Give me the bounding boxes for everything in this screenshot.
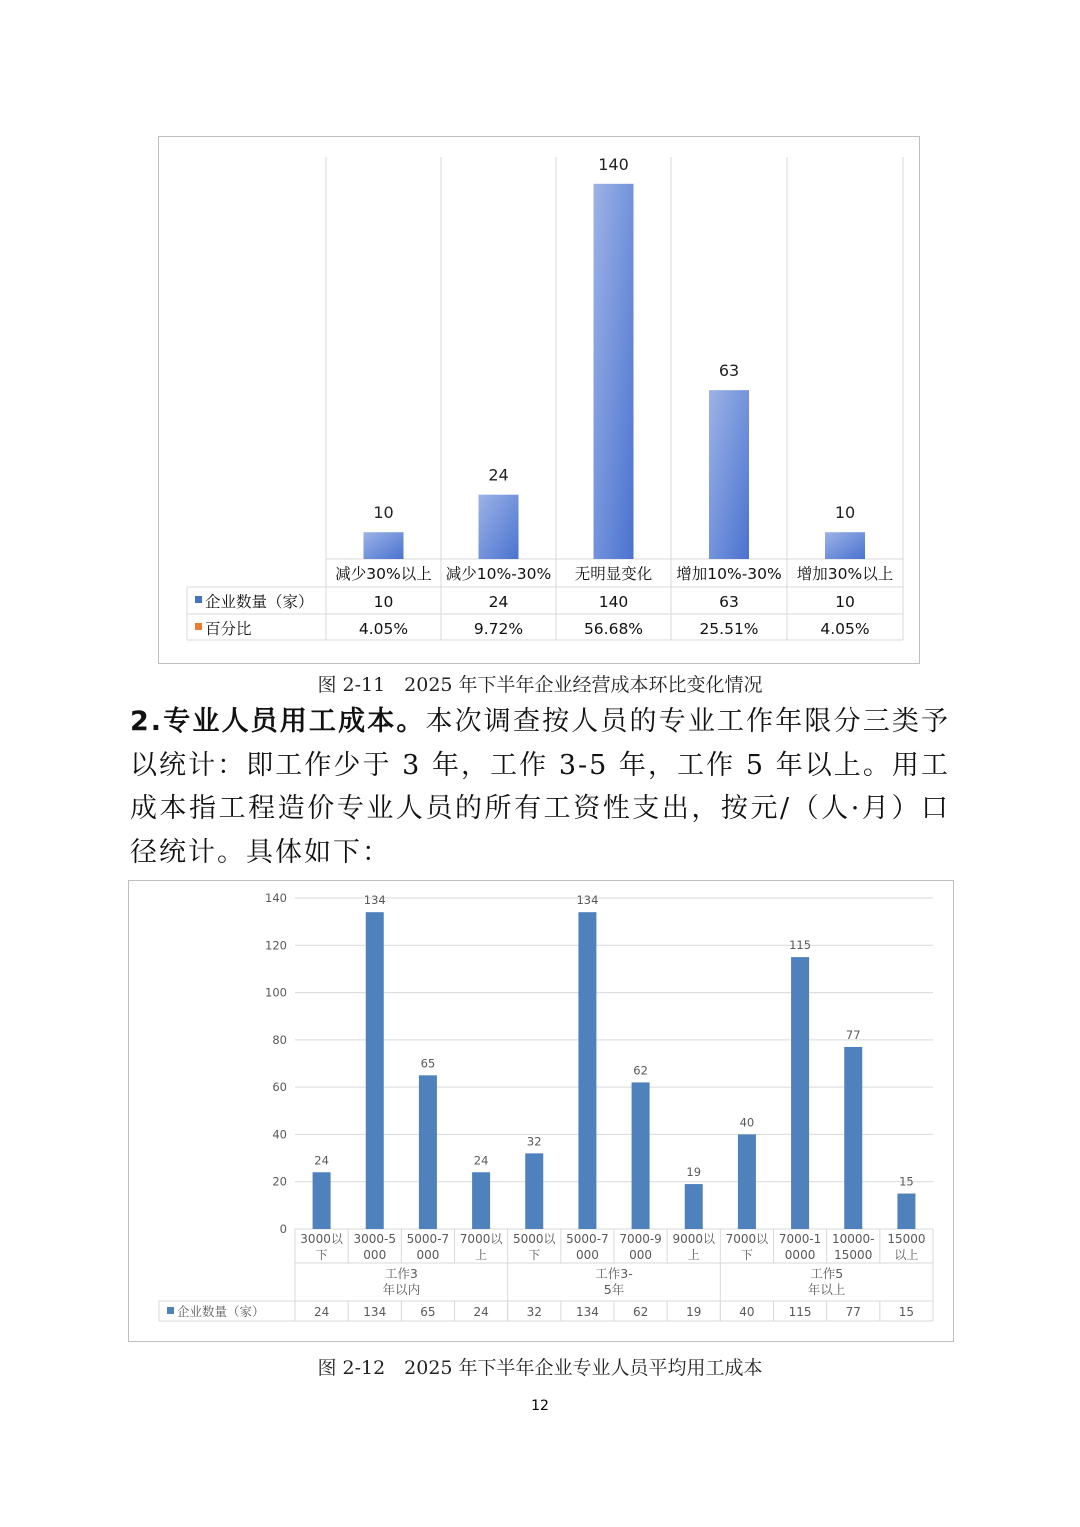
table-cell-7: 19 bbox=[686, 1305, 702, 1319]
category-label-11: 15000 bbox=[887, 1232, 926, 1246]
category-label-2: 000 bbox=[416, 1248, 440, 1262]
body-paragraph bbox=[130, 700, 950, 874]
bar-9 bbox=[791, 957, 809, 1229]
chart-labor-cost bbox=[128, 880, 954, 1342]
category-label-4: 5000以 bbox=[512, 1232, 556, 1246]
table-cell-11: 15 bbox=[898, 1305, 915, 1319]
y-tick-label-0: 0 bbox=[279, 1222, 287, 1236]
table-row-label: 企业数量（家） bbox=[177, 1304, 265, 1319]
legend-key bbox=[167, 1307, 174, 1314]
bar-3 bbox=[472, 1172, 490, 1229]
category-label-9: 0000 bbox=[784, 1248, 816, 1262]
bar-0 bbox=[313, 1172, 331, 1229]
bar-5 bbox=[578, 912, 596, 1229]
group-label-1: 5年 bbox=[603, 1282, 625, 1297]
category-label-10: 10000- bbox=[831, 1232, 875, 1246]
table-cell-1: 134 bbox=[363, 1305, 387, 1319]
legend-key-0 bbox=[195, 596, 202, 603]
bar-value-label-4: 10 bbox=[834, 503, 856, 523]
category-label-2: 5000-7 bbox=[406, 1232, 450, 1246]
table-cell-5: 134 bbox=[575, 1305, 599, 1319]
table-cell-9: 115 bbox=[788, 1305, 812, 1319]
legend-key-1 bbox=[195, 623, 202, 630]
category-label-6: 000 bbox=[629, 1248, 653, 1262]
bar-2 bbox=[419, 1075, 437, 1229]
bar-value-label-7: 19 bbox=[686, 1165, 702, 1180]
category-label-4: 下 bbox=[528, 1248, 541, 1262]
chart-cost-change-svg bbox=[159, 137, 921, 665]
y-tick-label-7: 140 bbox=[265, 891, 287, 905]
table-cell-1-3: 25.51% bbox=[699, 620, 759, 638]
bar-7 bbox=[685, 1184, 703, 1229]
bar-value-label-4: 32 bbox=[526, 1134, 542, 1149]
bar-11 bbox=[897, 1194, 915, 1229]
table-row-label-1: 百分比 bbox=[205, 620, 252, 638]
bar-1 bbox=[366, 912, 384, 1229]
y-tick-label-4: 80 bbox=[272, 1032, 287, 1047]
paragraph-text: 本次调查按人员的专业工作年限分三类予以统计：即工作少于 3 年，工作 3-5 年，工作 5 年以上。用工成本指工程造价专业人员的所有工资性支出，按元/（人·月）口径统计。具体如下： bbox=[130, 706, 951, 868]
figure-caption-2-12: 图 2-12 2025 年下半年企业专业人员平均用工成本 bbox=[317, 1357, 763, 1379]
bar-value-label-1: 134 bbox=[363, 893, 386, 908]
category-label-1: 减少10%-30% bbox=[445, 565, 552, 583]
bar-value-label-0: 10 bbox=[373, 503, 394, 523]
category-label-2: 无明显变化 bbox=[574, 565, 653, 583]
table-cell-6: 62 bbox=[632, 1305, 649, 1319]
category-label-3: 增加10%-30% bbox=[676, 565, 782, 583]
y-tick-label-3: 60 bbox=[272, 1080, 287, 1095]
y-tick-label-5: 100 bbox=[265, 985, 287, 1000]
bar-8 bbox=[738, 1134, 756, 1229]
table-cell-4: 32 bbox=[526, 1305, 542, 1319]
group-label-1: 工作3- bbox=[595, 1266, 633, 1281]
chart-labor-cost-svg bbox=[129, 881, 955, 1343]
category-label-9: 7000-1 bbox=[778, 1232, 822, 1246]
table-cell-3: 24 bbox=[473, 1305, 489, 1319]
category-label-1: 000 bbox=[363, 1248, 387, 1262]
bar-2 bbox=[594, 184, 634, 559]
category-label-3: 7000以 bbox=[459, 1232, 503, 1246]
group-label-2: 工作5 bbox=[810, 1266, 844, 1281]
bar-value-label-9: 115 bbox=[789, 938, 812, 953]
category-label-4: 增加30%以上 bbox=[796, 565, 894, 583]
table-cell-0-3: 63 bbox=[719, 593, 739, 611]
category-label-5: 5000-7 bbox=[566, 1232, 609, 1246]
bar-4 bbox=[825, 532, 865, 559]
group-label-2: 年以上 bbox=[807, 1282, 846, 1297]
category-label-0: 下 bbox=[315, 1248, 328, 1262]
group-label-0: 工作3 bbox=[384, 1266, 418, 1281]
bar-value-label-5: 134 bbox=[576, 893, 599, 908]
category-label-7: 9000以 bbox=[672, 1232, 716, 1246]
category-label-3: 上 bbox=[475, 1248, 488, 1262]
table-cell-2: 65 bbox=[420, 1305, 436, 1319]
category-label-11: 以上 bbox=[894, 1248, 919, 1262]
y-tick-label-6: 120 bbox=[265, 938, 287, 953]
bar-1 bbox=[479, 495, 519, 559]
table-cell-0: 24 bbox=[313, 1305, 330, 1319]
category-label-0: 3000以 bbox=[300, 1232, 343, 1246]
category-label-8: 7000以 bbox=[725, 1232, 769, 1246]
bar-value-label-3: 63 bbox=[718, 361, 740, 381]
bar-value-label-11: 15 bbox=[899, 1174, 914, 1189]
bar-value-label-1: 24 bbox=[488, 465, 509, 485]
bar-value-label-2: 140 bbox=[598, 154, 629, 174]
bar-value-label-0: 24 bbox=[314, 1153, 329, 1168]
figure-caption-2-11: 图 2-11 2025 年下半年企业经营成本环比变化情况 bbox=[317, 674, 763, 696]
table-cell-0-2: 140 bbox=[598, 593, 629, 611]
bar-value-label-6: 62 bbox=[633, 1063, 648, 1078]
table-cell-8: 40 bbox=[739, 1305, 755, 1319]
bar-6 bbox=[632, 1082, 650, 1229]
category-label-10: 15000 bbox=[834, 1248, 873, 1262]
page-number: 12 bbox=[531, 1398, 549, 1414]
table-cell-0-4: 10 bbox=[835, 593, 855, 611]
bar-value-label-8: 40 bbox=[739, 1115, 755, 1130]
table-cell-1-4: 4.05% bbox=[820, 620, 870, 638]
bar-3 bbox=[709, 390, 749, 559]
category-label-8: 下 bbox=[740, 1248, 753, 1262]
table-cell-0-0: 10 bbox=[373, 593, 394, 611]
category-label-5: 000 bbox=[575, 1248, 599, 1262]
y-tick-label-2: 40 bbox=[272, 1127, 287, 1142]
bar-4 bbox=[525, 1153, 543, 1229]
table-cell-1-2: 56.68% bbox=[583, 620, 644, 638]
y-tick-label-1: 20 bbox=[272, 1174, 287, 1189]
section-heading: 2.专业人员用工成本。 bbox=[130, 706, 426, 737]
table-cell-1-0: 4.05% bbox=[358, 620, 409, 638]
bar-10 bbox=[844, 1047, 862, 1229]
table-cell-1-1: 9.72% bbox=[473, 620, 524, 638]
table-cell-0-1: 24 bbox=[488, 593, 509, 611]
category-label-0: 减少30%以上 bbox=[335, 565, 432, 583]
group-label-0: 年以内 bbox=[382, 1282, 421, 1297]
category-label-1: 3000-5 bbox=[353, 1232, 397, 1246]
bar-value-label-3: 24 bbox=[473, 1153, 489, 1168]
table-cell-10: 77 bbox=[845, 1305, 861, 1319]
bar-value-label-10: 77 bbox=[845, 1027, 861, 1042]
bar-0 bbox=[364, 532, 404, 559]
bar-value-label-2: 65 bbox=[420, 1056, 436, 1071]
category-label-6: 7000-9 bbox=[619, 1232, 662, 1246]
category-label-7: 上 bbox=[687, 1248, 700, 1262]
table-row-label-0: 企业数量（家） bbox=[205, 593, 314, 611]
chart-cost-change bbox=[158, 136, 920, 664]
